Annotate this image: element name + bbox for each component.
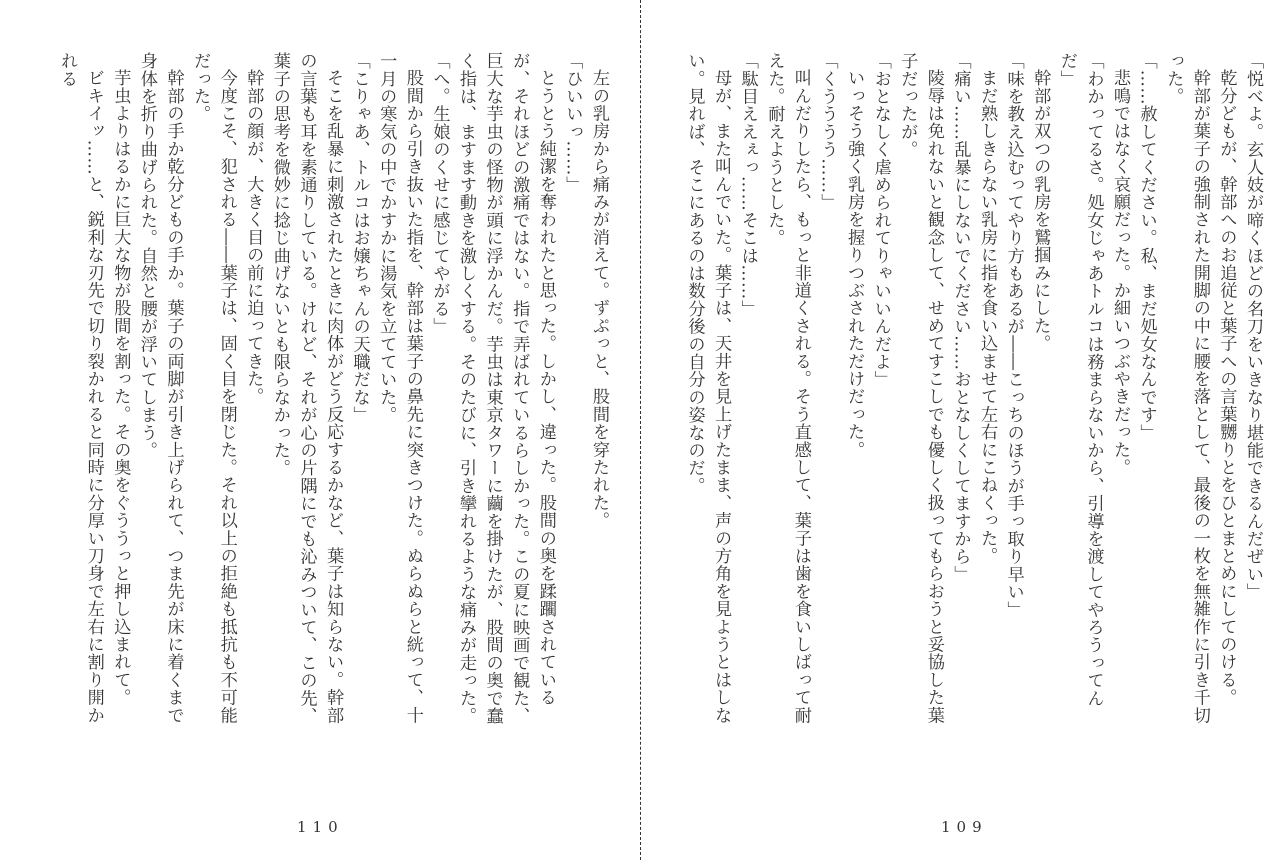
paragraph: 芋虫よりはるかに巨大な物が股間を割った。その奥をぐううっと押し込まれて。 (110, 69, 131, 707)
paragraph: とうとう純潔を奪われたと思った。しかし、違った。股間の奥を蹂躙されているが、それほどの激痛ではない。指で弄ばれているらしかった。この夏に映画で観た、巨大な芋虫の怪物が頭に浮かんだ。芋虫は東京タワーに繭を掛けたが、股間の奥で蠢く指は、ますます動きを激しくする。そのたびに、引き攣れるような痛みが走った。 (456, 52, 556, 725)
dialogue-line: 「おとなしく虐められてりゃいいんだよ」 (870, 52, 891, 389)
dialogue-line: 「ひいいっ……」 (562, 52, 583, 194)
paragraph: 悲鳴ではなく哀願だった。か細いつぶやきだった。 (1110, 69, 1131, 477)
dialogue-line: 「へ。生娘のくせに感じてやがる」 (429, 52, 450, 336)
dialogue-line: 「駄目ええぇっ……そこは……」 (737, 52, 758, 318)
paragraph: 幹部の顔が、大きく目の前に迫ってきた。 (243, 69, 264, 406)
dialogue-line: 「痛い……乱暴にしないでください……おとなしくしてますから」 (950, 52, 971, 583)
paragraph: まだ熟しきらない乳房に指を食い込ませて左右にこねくった。 (977, 69, 998, 565)
dialogue-line: 「……赦してください。私、まだ処女なんです」 (1136, 52, 1157, 442)
paragraph: 乾分どもが、幹部へのお追従と葉子への言葉嬲りとをひとまとめにしてのける。 (1216, 69, 1237, 707)
paragraph: 股間から引き抜いた指を、幹部は葉子の鼻先に突きつけた。ぬらぬらと絖って、十一月の寒気の中でかすかに湯気を立てていた。 (376, 52, 423, 725)
dialogue-line: 「悦べよ。玄人妓が啼くほどの名刀をいきなり堪能できるんだぜい」 (1243, 52, 1263, 601)
dialogue-line: 「くうううう……」 (817, 52, 838, 212)
right-page-text (666, 52, 1266, 732)
paragraph: そこを乱暴に刺激されたときに肉体がどう反応するかなど、葉子は知らない。幹部の言葉も耳を素通りしている。けれど、それが心の片隅にでも沁みついて、この先、葉子の思考を微妙に捻じ曲げないとも限らなかった。 (269, 52, 344, 725)
right-page (641, 0, 1280, 860)
paragraph: 叫んだりしたら、もっと非道くされる。そう直感して、葉子は歯を食いしばって耐えた。耐えようとした。 (764, 52, 811, 725)
paragraph: ビキイッ……と、鋭利な刃先で切り裂かれると同時に分厚い刀身で左右に割り開かれる (57, 52, 104, 725)
dialogue-line: 「味を教え込むってやり方もあるが――こっちのほうが手っ取り早い」 (1003, 52, 1024, 619)
paragraph: 今度こそ、犯される――葉子は、固く目を閉じた。それ以上の拒絶も抵抗も不可能だった。 (190, 52, 237, 725)
left-page-text (32, 52, 612, 732)
paragraph: 幹部が葉子の強制された開脚の中に腰を落として、最後の一枚を無雑作に引き千切った。 (1163, 52, 1210, 725)
dialogue-line: 「こりゃあ、トルコはお嬢ちゃんの天職だな」 (349, 52, 370, 424)
paragraph: 幹部の手か乾分どもの手か。葉子の両脚が引き上げられて、つま先が床に着くまで身体を折り曲げられた。自然と腰が浮いてしまう。 (136, 52, 184, 725)
paragraph: 左の乳房から痛みが消えて。ずぷっと、股間を穿たれた。 (589, 69, 609, 530)
page-number: 109 (941, 818, 988, 836)
paragraph: 陵辱は免れないと観念して、せめてすこしでも優しく扱ってもらおうと妥協した葉子だったが。 (897, 52, 944, 725)
paragraph: 母が、また叫んでいた。葉子は、天井を見上げたまま、声の方角を見ようとはしない。見れば、そこにあるのは数分後の自分の姿なのだ。 (684, 52, 732, 725)
paragraph: いっそう強く乳房を握りつぶされただけだった。 (844, 69, 865, 459)
dialogue-line: 「わかってるさ。処女じゃあトルコは務まらないから、引導を渡してやろうってんだ」 (1056, 52, 1104, 707)
paragraph: 幹部が双つの乳房を鷲掴みにした。 (1030, 69, 1051, 353)
page-number: 110 (297, 818, 344, 836)
